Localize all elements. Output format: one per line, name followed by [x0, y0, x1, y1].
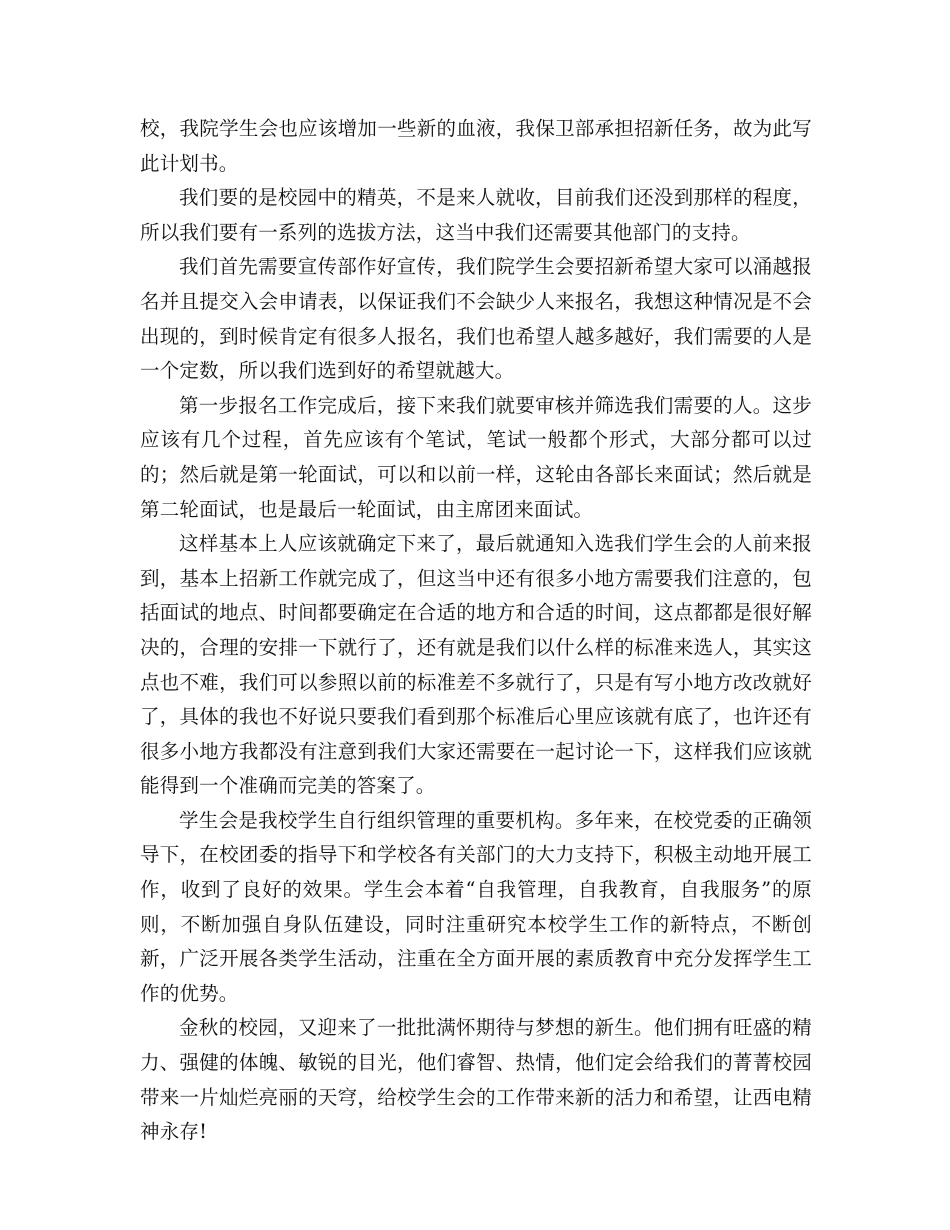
paragraph: 学生会是我校学生自行组织管理的重要机构。多年来，在校党委的正确领导下，在校团委的指导下和学校各有关部门的大力支持下，积极主动地开展工作，收到了良好的效果。学生会本着“自我管理，自我教育，自我服务”的原则，不断加强自身队伍建设，同时注重研究本校学生工作的新特点，不断创新，广泛开展各类学生活动，注重在全方面开展的素质教育中充分发挥学生工作的优势。 — [140, 808, 812, 1005]
document-body — [140, 112, 812, 1150]
paragraph: 第一步报名工作完成后，接下来我们就要审核并筛选我们需要的人。这步应该有几个过程，首先应该有个笔试，笔试一般都个形式，大部分都可以过的；然后就是第一轮面试，可以和以前一样，这轮由各部长来面试；然后就是第二轮面试，也是最后一轮面试，由主席团来面试。 — [140, 393, 812, 521]
paragraph-continuation: 校，我院学生会也应该增加一些新的血液，我保卫部承担招新任务，故为此写此计划书。 — [140, 117, 812, 175]
paragraph: 金秋的校园，又迎来了一批批满怀期待与梦想的新生。他们拥有旺盛的精力、强健的体魄、敏锐的目光，他们睿智、热情，他们定会给我们的菁菁校园带来一片灿烂亮丽的天穹，给校学生会的工作带来新的活力和希望，让西电精神永存! — [140, 1016, 812, 1144]
paragraph: 这样基本上人应该就确定下来了，最后就通知入选我们学生会的人前来报到，基本上招新工作就完成了，但这当中还有很多小地方需要我们注意的，包括面试的地点、时间都要确定在合适的地方和合适的时间，这点都都是很好解决的，合理的安排一下就行了，还有就是我们以什么样的标准来选人，其实这点也不难，我们可以参照以前的标准差不多就行了，只是有写小地方改改就好了，具体的我也不好说只要我们看到那个标准后心里应该就有底了，也许还有很多小地方我都没有注意到我们大家还需要在一起讨论一下，这样我们应该就能得到一个准确而完美的答案了。 — [140, 532, 812, 798]
paragraph: 我们首先需要宣传部作好宣传，我们院学生会要招新希望大家可以涌越报名并且提交入会申请表，以保证我们不会缺少人来报名，我想这种情况是不会出现的，到时候肯定有很多人报名，我们也希望人越多越好，我们需要的人是一个定数，所以我们选到好的希望就越大。 — [140, 255, 812, 383]
paragraph: 我们要的是校园中的精英，不是来人就收，目前我们还没到那样的程度，所以我们要有一系列的选拔方法，这当中我们还需要其他部门的支持。 — [140, 186, 812, 244]
